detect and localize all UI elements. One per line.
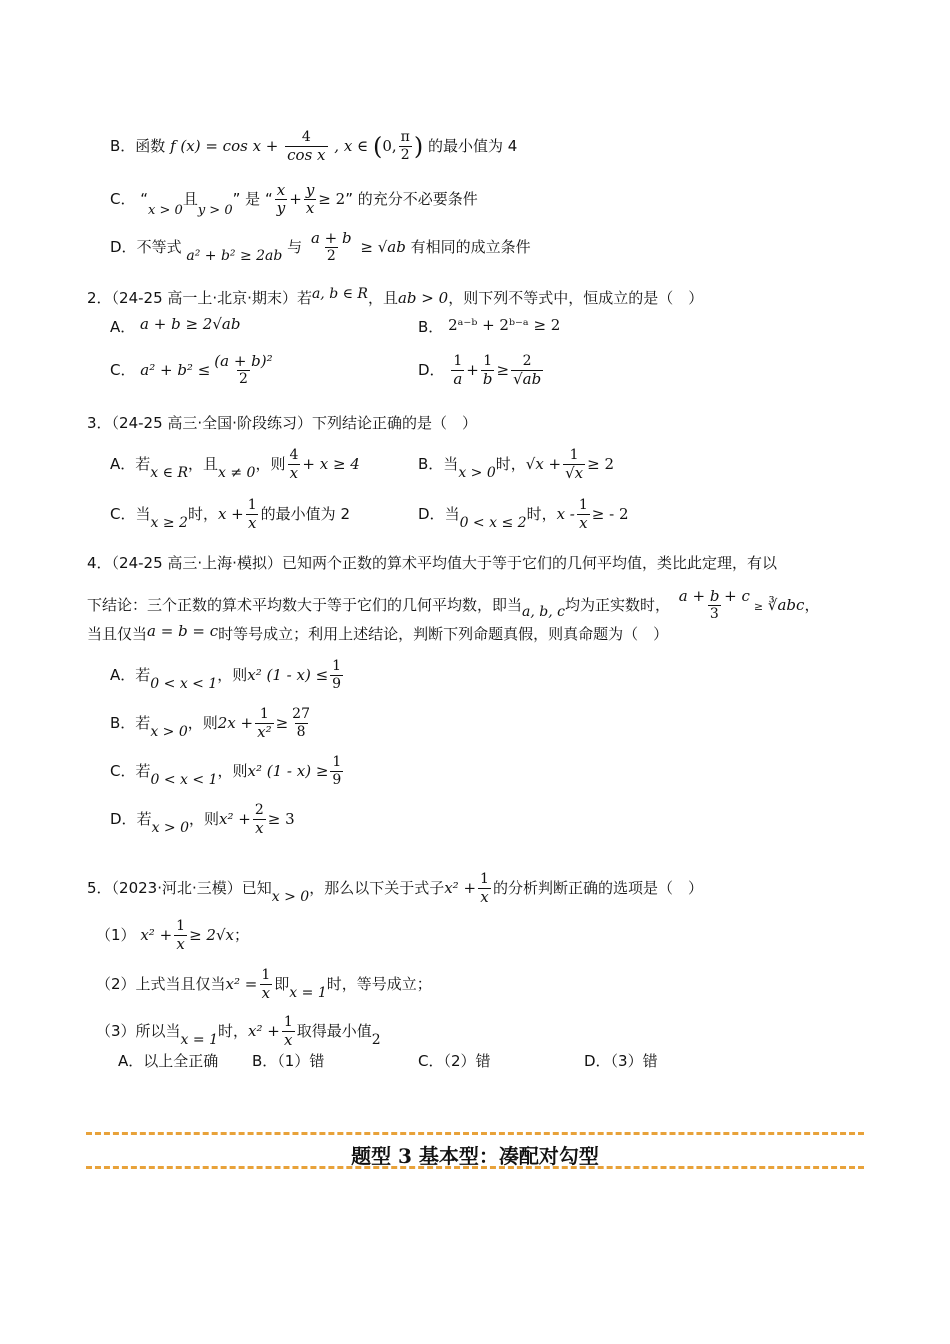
q1-option-c: C． “x > 0且y > 0” 是 “ $\frac{x}{y}$ + $\frac{y}{x}$ ≥ 2” 的充分不必要条件 [110, 181, 478, 218]
q5-statement-1: （1） x² + $\frac{1}{x}$ ≥ 2√x； [96, 918, 249, 953]
q3-option-b[interactable]: B．当x > 0时，√x + $\frac{1}{√x}$ ≥ 2 [418, 447, 615, 482]
q2-option-d[interactable]: D． $\frac{1}{a}$ + $\frac{1}{b}$ ≥ $\frac{2}{√ab}$ [418, 353, 542, 388]
q3-option-c[interactable]: C．当x ≥ 2时，x + $\frac{1}{x}$ 的最小值为 2 [110, 497, 350, 532]
question-3-stem: 3．（24-25 高三·全国·阶段练习）下列结论正确的是（ ） [87, 414, 477, 432]
q4-option-c[interactable]: C．若0 < x < 1，则x² (1 - x) ≥ $\frac{1}{9}$ [110, 754, 342, 788]
q4-option-a[interactable]: A．若0 < x < 1，则x² (1 - x) ≤ $\frac{1}{9}$ [110, 658, 342, 692]
question-2-stem: 2．（24-25 高一上·北京·期末）若a, b ∈ R，且ab > 0，则下列不等式中，恒成立的是（ ） [87, 286, 704, 307]
q5-option-d[interactable]: D．（3）错 [584, 1052, 658, 1070]
q5-statement-2: （2）上式当且仅当x² = $\frac{1}{x}$ 即x = 1时，等号成立； [96, 967, 432, 1002]
q3-option-a[interactable]: A．若x ∈ R，且x ≠ 0，则 $\frac{4}{x}$ + x ≥ 4 [110, 447, 360, 482]
q5-option-a[interactable]: A．以上全正确 [118, 1052, 219, 1070]
banner-top-rule [86, 1132, 864, 1135]
banner-bottom-rule [86, 1166, 864, 1169]
question-4-stem-line1: 4．（24-25 高三·上海·模拟）已知两个正数的算术平均值大于等于它们的几何平均值，类比此定理，有以 [87, 554, 777, 572]
q5-option-c[interactable]: C．（2）错 [418, 1052, 491, 1070]
q1-option-d: D．不等式 a² + b² ≥ 2ab 与 $\frac{a + b}{2}$ ≥ √ab 有相同的成立条件 [110, 229, 531, 264]
q5-option-b[interactable]: B．（1）错 [252, 1052, 325, 1070]
q2-option-c[interactable]: C． a² + b² ≤ $\frac{\text{(a + b)²}}{2}$ [110, 352, 273, 387]
q4-option-b[interactable]: B．若x > 0，则2x + $\frac{1}{\text{x²}}$ ≥ $\frac{27}{8}$ [110, 706, 310, 741]
q1-option-b: B．函数 f (x) = cos x + $\frac{4}{\text{cos x}}$ , x ∈ (0, $\frac{\pi}{2}$ ) 的最小值为 4 [110, 129, 518, 164]
question-4-stem-line3: 当且仅当a = b = c时等号成立；利用上述结论，判断下列命题真假，则真命题为（ ） [87, 622, 669, 643]
section-banner-title: 题型 3 基本型：凑配对勾型 [351, 1144, 599, 1168]
q2-option-a[interactable]: A． a + b ≥ 2√ab [110, 315, 241, 336]
q2-option-b[interactable]: B． 2ᵃ⁻ᵇ + 2ᵇ⁻ᵃ ≥ 2 [418, 316, 561, 336]
q4-option-d[interactable]: D．若x > 0，则x² + $\frac{2}{x}$ ≥ 3 [110, 802, 295, 837]
question-4-stem-line2: 下结论：三个正数的算术平均数大于等于它们的几何平均数，即当a, b, c均为正实数时， $\frac{a + b + c}{3}$ ≥ ∛abc， [87, 587, 820, 622]
fraction: $\frac{4}{\text{cos x}}$ [287, 129, 326, 164]
question-5-stem: 5．（2023·河北·三模）已知x > 0，那么以下关于式子x² + $\frac{1}{x}$ 的分析判断正确的选项是（ ） [87, 871, 703, 906]
q5-statement-3: （3）所以当x = 1时，x² + $\frac{1}{x}$ 取得最小值2 [96, 1014, 381, 1049]
q3-option-d[interactable]: D．当0 < x ≤ 2时，x - $\frac{1}{x}$ ≥ - 2 [418, 497, 629, 532]
